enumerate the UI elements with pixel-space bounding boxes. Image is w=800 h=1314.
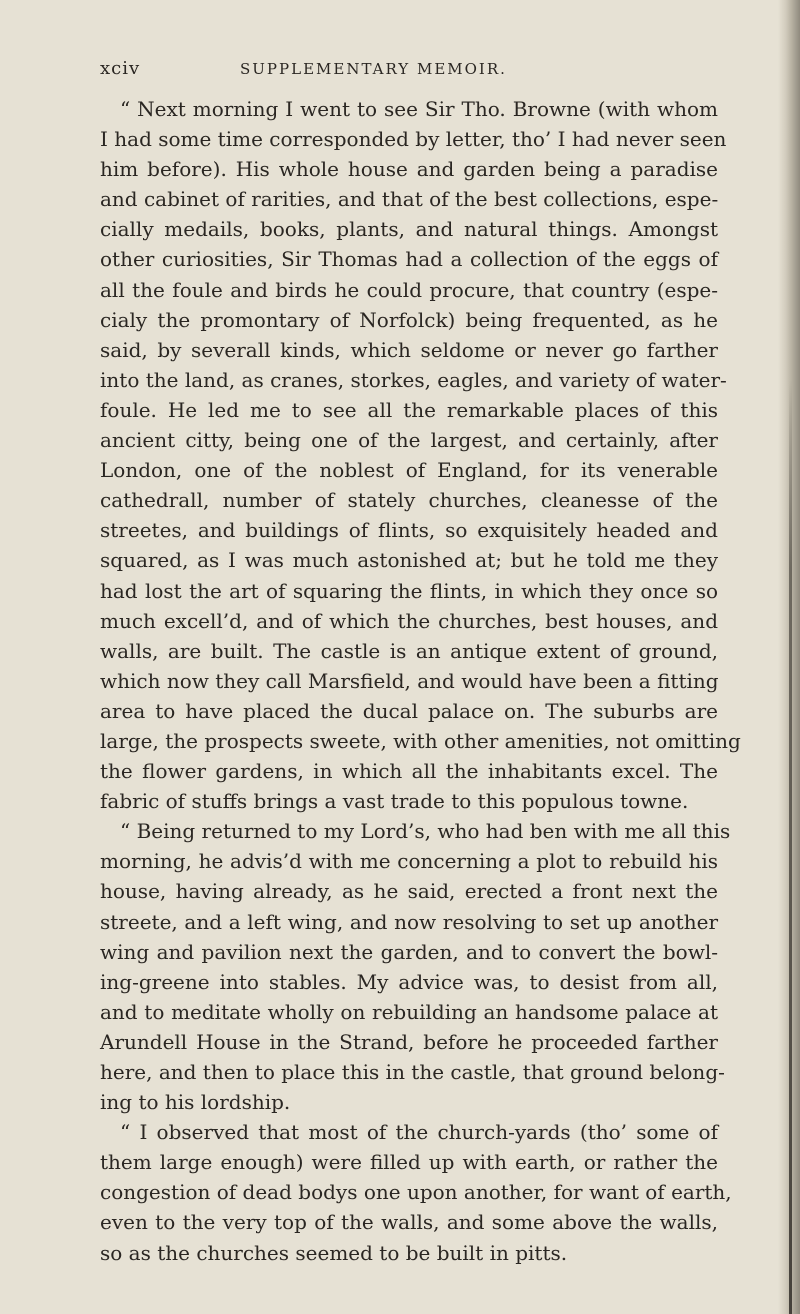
text-line: fabric of stuffs brings a vast trade to this populous towne. xyxy=(100,789,689,814)
running-head: SUPPLEMENTARY MEMOIR. xyxy=(240,60,507,78)
text-line: house, having already, as he said, erected a front next the xyxy=(100,879,718,904)
text-line: which now they call Marsfield, and would have been a fitting xyxy=(100,668,719,693)
text-line: ing to his lordship. xyxy=(100,1090,291,1115)
text-line: walls, are built. The castle is an antique extent of ground, xyxy=(100,638,718,663)
text-line: London, one of the noblest of England, for its venerable xyxy=(100,458,718,483)
page-number: xciv xyxy=(100,58,141,79)
text-line: wing and pavilion next the garden, and to convert the bowl- xyxy=(100,939,718,964)
text-line: said, by severall kinds, which seldome or never go farther xyxy=(100,337,718,362)
text-line: even to the very top of the walls, and some above the walls, xyxy=(100,1210,718,1235)
text-line: into the land, as cranes, storkes, eagles, and variety of water- xyxy=(100,367,727,392)
text-line: congestion of dead bodys one upon another, for want of earth, xyxy=(100,1180,732,1205)
text-line: morning, he advis’d with me concerning a plot to rebuild his xyxy=(100,849,718,874)
text-line: and to meditate wholly on rebuilding an handsome palace at xyxy=(100,999,718,1024)
text-line: all the foule and birds he could procure, that country (espe- xyxy=(100,277,718,302)
body-text xyxy=(100,94,741,1268)
text-line: area to have placed the ducal palace on. The suburbs are xyxy=(100,698,718,723)
text-line: had lost the art of squaring the flints, in which they once so xyxy=(100,578,718,603)
text-line: cially medails, books, plants, and natural things. Amongst xyxy=(100,217,718,242)
text-line: other curiosities, Sir Thomas had a collection of the eggs of xyxy=(100,247,718,272)
text-line: and cabinet of rarities, and that of the best collections, espe- xyxy=(100,187,719,212)
text-line: cathedrall, number of stately churches, cleanesse of the xyxy=(100,488,718,513)
text-line: “ Being returned to my Lord’s, who had ben with me all this xyxy=(120,819,731,844)
text-line: here, and then to place this in the castle, that ground belong- xyxy=(100,1060,725,1084)
text-line: cialy the promontary of Norfolck) being frequented, as he xyxy=(100,307,718,332)
text-line: so as the churches seemed to be built in pitts. xyxy=(100,1240,568,1265)
text-line: much excell’d, and of which the churches, best houses, and xyxy=(100,608,718,633)
text-line: foule. He led me to see all the remarkable places of this xyxy=(100,397,718,422)
text-line: squared, as I was much astonished at; but he told me they xyxy=(100,548,718,573)
text-line: “ Next morning I went to see Sir Tho. Browne (with whom xyxy=(120,97,718,121)
text-line: I had some time corresponded by letter, tho’ I had never seen xyxy=(100,127,727,152)
text-line: “ I observed that most of the church-yards (tho’ some of xyxy=(120,1120,718,1145)
text-line: streete, and a left wing, and now resolving to set up another xyxy=(100,909,718,934)
text-line: him before). His whole house and garden being a paradise xyxy=(100,157,718,182)
text-line: ing-greene into stables. My advice was, to desist from all, xyxy=(100,969,718,994)
text-line: Arundell House in the Strand, before he proceeded farther xyxy=(100,1029,718,1054)
page-header xyxy=(100,58,720,82)
text-line: large, the prospects sweete, with other amenities, not omitting xyxy=(100,728,741,753)
text-line: the flower gardens, in which all the inhabitants excel. The xyxy=(100,759,718,784)
text-line: them large enough) were filled up with earth, or rather the xyxy=(100,1150,718,1175)
text-line: streetes, and buildings of flints, so exquisitely headed and xyxy=(100,518,718,543)
text-line: ancient citty, being one of the largest, and certainly, after xyxy=(100,428,718,453)
binding-edge xyxy=(789,380,792,1314)
